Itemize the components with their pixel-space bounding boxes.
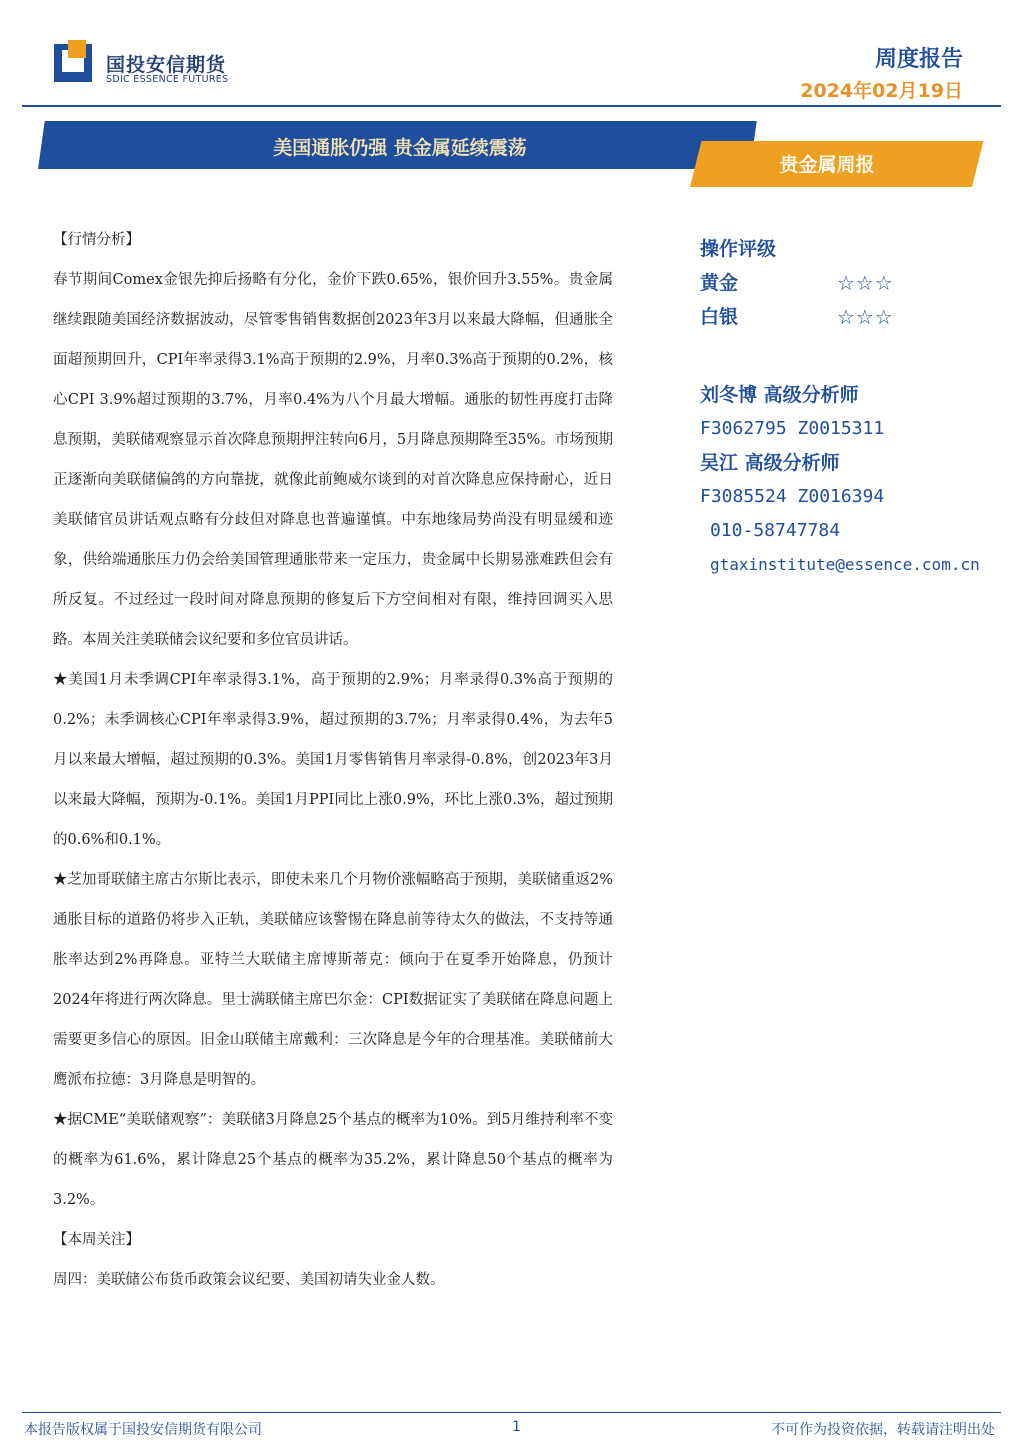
analysis-paragraph: ★据CME“美联储观察”：美联储3月降息25个基点的概率为10%。到5月维持利率不变的概率为61.6%，累计降息25个基点的概率为35.2%，累计降息50个基点的概率为3.2%。 — [53, 1112, 613, 1208]
report-date: 2024年02月19日 — [800, 80, 963, 102]
rating-row-silver — [700, 300, 1020, 334]
analysis-paragraph: ★芝加哥联储主席古尔斯比表示，即使未来几个月物价涨幅略高于预期，美联储重返2%通胀目标的道路仍将步入正轨，美联储应该警惕在降息前等待太久的做法，不支持等通胀率达到2%再降息。亚特兰大联储主席博斯蒂克：倾向于在夏季开始降息，仍预计2024年将进行两次降息。里士满联储主席巴尔金：CPI数据证实了美联储在降息问题上需要更多信心的原因。旧金山联储主席戴利：三次降息是今年的合理基准。美联储前大鹰派布拉德：3月降息是明智的。 — [53, 872, 613, 1088]
rating-row-gold — [700, 266, 1020, 300]
analyst-license: F3062795 Z0015311 — [700, 418, 885, 439]
contact-phone: 010-58747784 — [710, 520, 841, 541]
company-name-cn: 国投安信期货 — [106, 54, 227, 76]
section-heading-market-analysis: 【行情分析】 — [53, 232, 140, 248]
page-number: 1 — [512, 1419, 521, 1435]
footer-copyright: 本报告版权属于国投安信期货有限公司 — [24, 1422, 262, 1438]
rating-name: 白银 — [700, 306, 739, 328]
contact-email[interactable]: gtaxinstitute@essence.com.cn — [710, 555, 980, 574]
analysis-paragraph: 春节期间Comex金银先抑后扬略有分化，金价下跌0.65%，银价回升3.55%。贵金属继续跟随美国经济数据波动，尽管零售销售数据创2023年3月以来最大降幅，但通胀全面超预期回升，CPI年率录得3.1%高于预期的2.9%，月率0.3%高于预期的0.2%，核心CPI 3.9%超过预期的3.7%，月率0.4%为八个月最大增幅。通胀的韧性再度打击降息预期，美联储观察显示首次降息预期押注转向6月，5月降息预期降至35%。市场预期正逐渐向美联储偏鸽的方向靠拢，就像此前鲍威尔谈到的对首次降息应保持耐心，近日美联储官员讲话观点略有分歧但对降息也普遍谨慎。中东地缘局势尚没有明显缓和迹象，供给端通胀压力仍会给美国管理通胀带来一定压力，贵金属中长期易涨难跌但会有所反复。不过经过一段时间对降息预期的修复后下方空间相对有限，维持回调买入思路。本周关注美联储会议纪要和多位官员讲话。 — [53, 272, 613, 648]
footer-disclaimer: 不可作为投资依据，转载请注明出处 — [771, 1422, 995, 1438]
report-type: 周度报告 — [874, 47, 963, 72]
section-heading-weekly-focus: 【本周关注】 — [53, 1232, 140, 1248]
company-name-en: SDIC ESSENCE FUTURES — [106, 74, 229, 85]
rating-title: 操作评级 — [700, 238, 777, 260]
star-rating-icon: ☆☆☆ — [837, 271, 894, 295]
analysis-paragraph: ★美国1月未季调CPI年率录得3.1%，高于预期的2.9%；月率录得0.3%高于预期的0.2%；未季调核心CPI年率录得3.9%，超过预期的3.7%；月率录得0.4%，为去年5月以来最大增幅，超过预期的0.3%。美国1月零售销售月率录得-0.8%，创2023年3月以来最大降幅，预期为-0.1%。美国1月PPI同比上涨0.9%，环比上涨0.3%，超过预期的0.6%和0.1%。 — [53, 672, 613, 848]
star-rating-icon: ☆☆☆ — [837, 305, 894, 329]
analyst-name: 刘冬博 高级分析师 — [700, 384, 859, 406]
main-content — [53, 220, 613, 1300]
analyst-info — [700, 378, 1020, 582]
company-logo-icon — [54, 40, 98, 82]
analyst-name: 吴江 高级分析师 — [700, 452, 840, 474]
weekly-focus-text: 周四：美联储公布货币政策会议纪要、美国初请失业金人数。 — [53, 1272, 445, 1288]
rating-name: 黄金 — [700, 272, 739, 294]
header-divider — [22, 105, 1001, 107]
sidebar — [700, 232, 1020, 582]
analyst-license: F3085524 Z0016394 — [700, 486, 885, 507]
report-category-tag: 贵金属周报 — [779, 154, 875, 176]
footer-divider — [22, 1412, 1001, 1413]
report-title: 美国通胀仍强 贵金属延续震荡 — [273, 137, 527, 159]
